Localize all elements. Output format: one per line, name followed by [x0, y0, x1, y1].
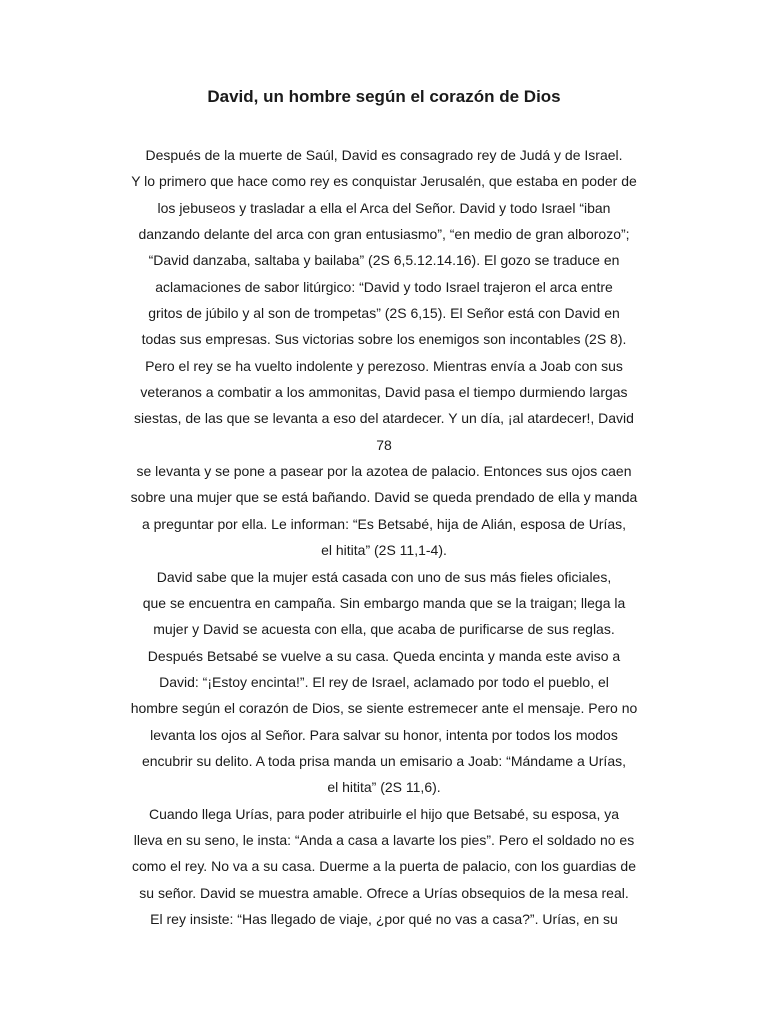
text-line: veteranos a combatir a los ammonitas, David pasa el tiempo durmiendo largas	[140, 384, 628, 401]
text-line: danzando delante del arca con gran entusiasmo”, “en medio de gran alborozo”;	[138, 226, 630, 243]
text-line: encubrir su delito. A toda prisa manda un emisario a Joab: “Mándame a Urías,	[141, 752, 627, 769]
text-line: el hitita” (2S 11,1-4).	[321, 542, 447, 559]
text-line: aclamaciones de sabor litúrgico: “David y todo Israel trajeron el arca entre	[155, 278, 613, 295]
text-line: todas sus empresas. Sus victorias sobre los enemigos son incontables (2S 8).	[141, 331, 627, 348]
text-line: mujer y David se acuesta con ella, que acaba de purificarse de sus reglas.	[153, 621, 615, 638]
text-line: David sabe que la mujer está casada con uno de sus más fieles oficiales,	[156, 568, 612, 585]
text-line: hombre según el corazón de Dios, se siente estremecer ante el mensaje. Pero no	[130, 700, 638, 717]
text-line: los jebuseos y trasladar a ella el Arca del Señor. David y todo Israel “iban	[157, 199, 611, 216]
text-line: que se encuentra en campaña. Sin embargo manda que se la traigan; llega la	[142, 594, 626, 611]
text-line: David: “¡Estoy encinta!”. El rey de Israel, aclamado por todo el pueblo, el	[159, 673, 609, 690]
text-line: levanta los ojos al Señor. Para salvar su honor, intenta por todos los modos	[150, 726, 618, 743]
text-line: “David danzaba, saltaba y bailaba” (2S 6,5.12.14.16). El gozo se traduce en	[148, 252, 620, 269]
text-line: siestas, de las que se levanta a eso del atardecer. Y un día, ¡al atardecer!, David	[134, 410, 634, 427]
text-line: El rey insiste: “Has llegado de viaje, ¿por qué no vas a casa?”. Urías, en su	[150, 910, 618, 927]
text-line: su señor. David se muestra amable. Ofrece a Urías obsequios de la mesa real.	[139, 884, 629, 901]
text-line: lleva en su seno, le insta: “Anda a casa a lavarte los pies”. Pero el soldado no es	[133, 831, 635, 848]
text-line: Cuando llega Urías, para poder atribuirle el hijo que Betsabé, su esposa, ya	[148, 805, 620, 822]
text-line: sobre una mujer que se está bañando. David se queda prendado de ella y manda	[130, 489, 638, 506]
text-line: gritos de júbilo y al son de trompetas” (2S 6,15). El Señor está con David en	[148, 305, 620, 322]
text-line: el hitita” (2S 11,6).	[327, 779, 441, 796]
text-line: a preguntar por ella. Le informan: “Es Betsabé, hija de Alián, esposa de Urías,	[141, 515, 627, 532]
document-title: David, un hombre según el corazón de Dios	[207, 87, 561, 106]
text-line: como el rey. No va a su casa. Duerme a la puerta de palacio, con los guardias de	[131, 858, 636, 875]
text-line: Y lo primero que hace como rey es conquistar Jerusalén, que estaba en poder de	[131, 173, 637, 190]
text-line: se levanta y se pone a pasear por la azotea de palacio. Entonces sus ojos caen	[136, 463, 632, 480]
document-body	[0, 142, 768, 932]
text-line: Después de la muerte de Saúl, David es consagrado rey de Judá y de Israel.	[145, 147, 623, 163]
text-line: Después Betsabé se vuelve a su casa. Queda encinta y manda este aviso a	[147, 647, 621, 664]
text-line: Pero el rey se ha vuelto indolente y perezoso. Mientras envía a Joab con sus	[145, 357, 623, 374]
text-line: 78	[376, 436, 392, 453]
